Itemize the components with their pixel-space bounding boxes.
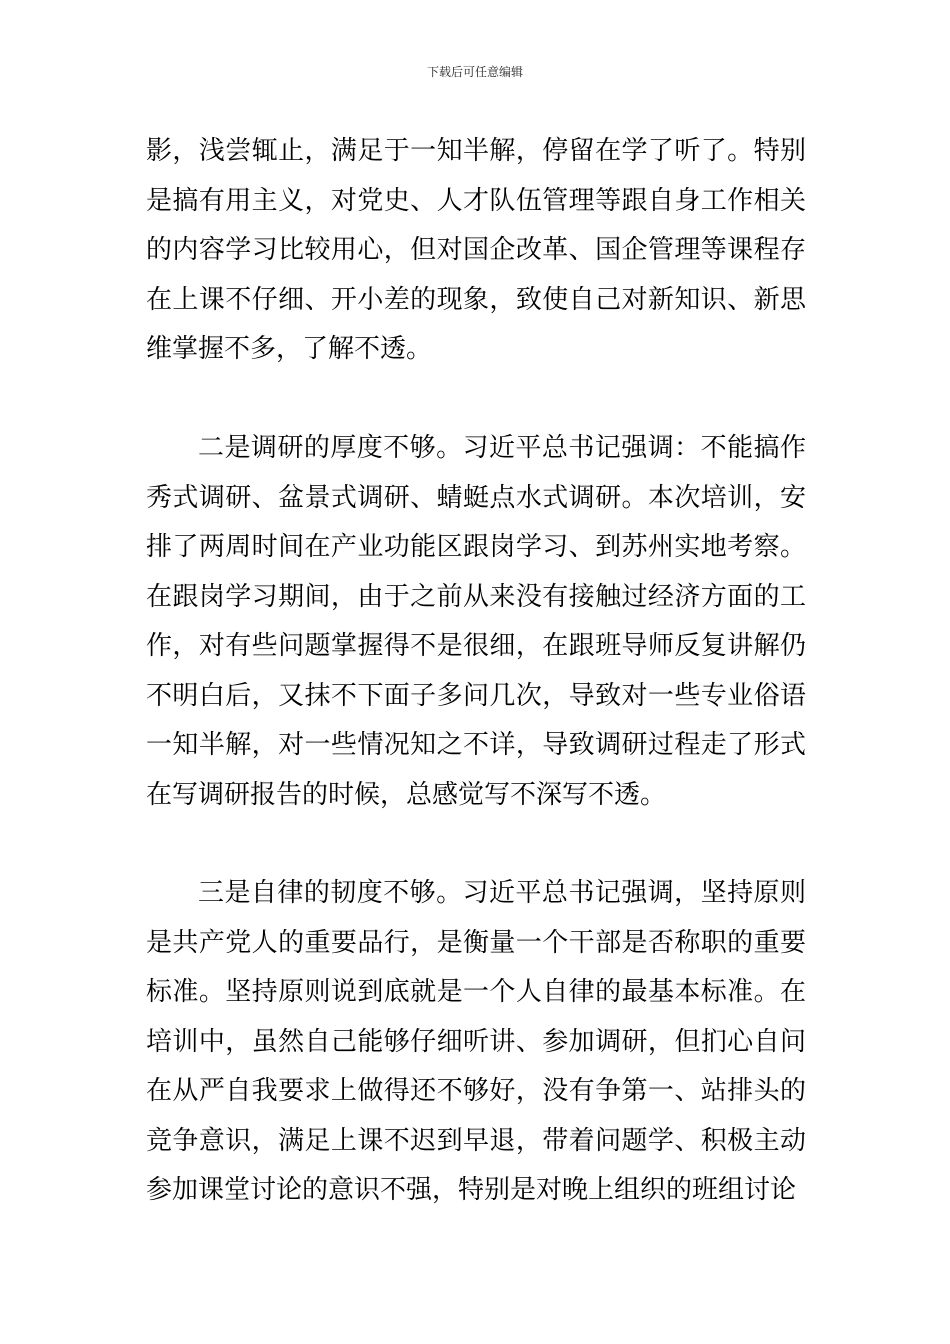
paragraph-research-depth: 二是调研的厚度不够。习近平总书记强调：不能搞作秀式调研、盆景式调研、蜻蜓点水式调研。本次培训，安排了两周时间在产业功能区跟岗学习、到苏州实地考察。在跟岗学习期间，由于之前从来没有接触过经济方面的工作，对有些问题掌握得不是很细，在跟班导师反复讲解仍不明白后，又抹不下面子多问几次，导致对一些专业俗语一知半解，对一些情况知之不详，导致调研过程走了形式在写调研报告的时候，总感觉写不深写不透。: [146, 433, 806, 810]
paragraph-self-discipline: 三是自律的韧度不够。习近平总书记强调，坚持原则是共产党人的重要品行，是衡量一个干部是否称职的重要标准。坚持原则说到底就是一个人自律的最基本标准。在培训中，虽然自己能够仔细听讲、参加调研，但扪心自问在从严自我要求上做得还不够好，没有争第一、站排头的竞争意识，满足上课不迟到早退，带着问题学、积极主动参加课堂讨论的意识不强，特别是对晚上组织的班组讨论: [146, 878, 806, 1205]
page-header: 下载后可任意编辑: [426, 65, 523, 79]
paragraph-study-continuation: 影，浅尝辄止，满足于一知半解，停留在学了听了。特别是搞有用主义，对党史、人才队伍管理等跟自身工作相关的内容学习比较用心，但对国企改革、国企管理等课程存在上课不仔细、开小差的现象，致使自己对新知识、新思维掌握不多，了解不透。: [146, 136, 806, 364]
